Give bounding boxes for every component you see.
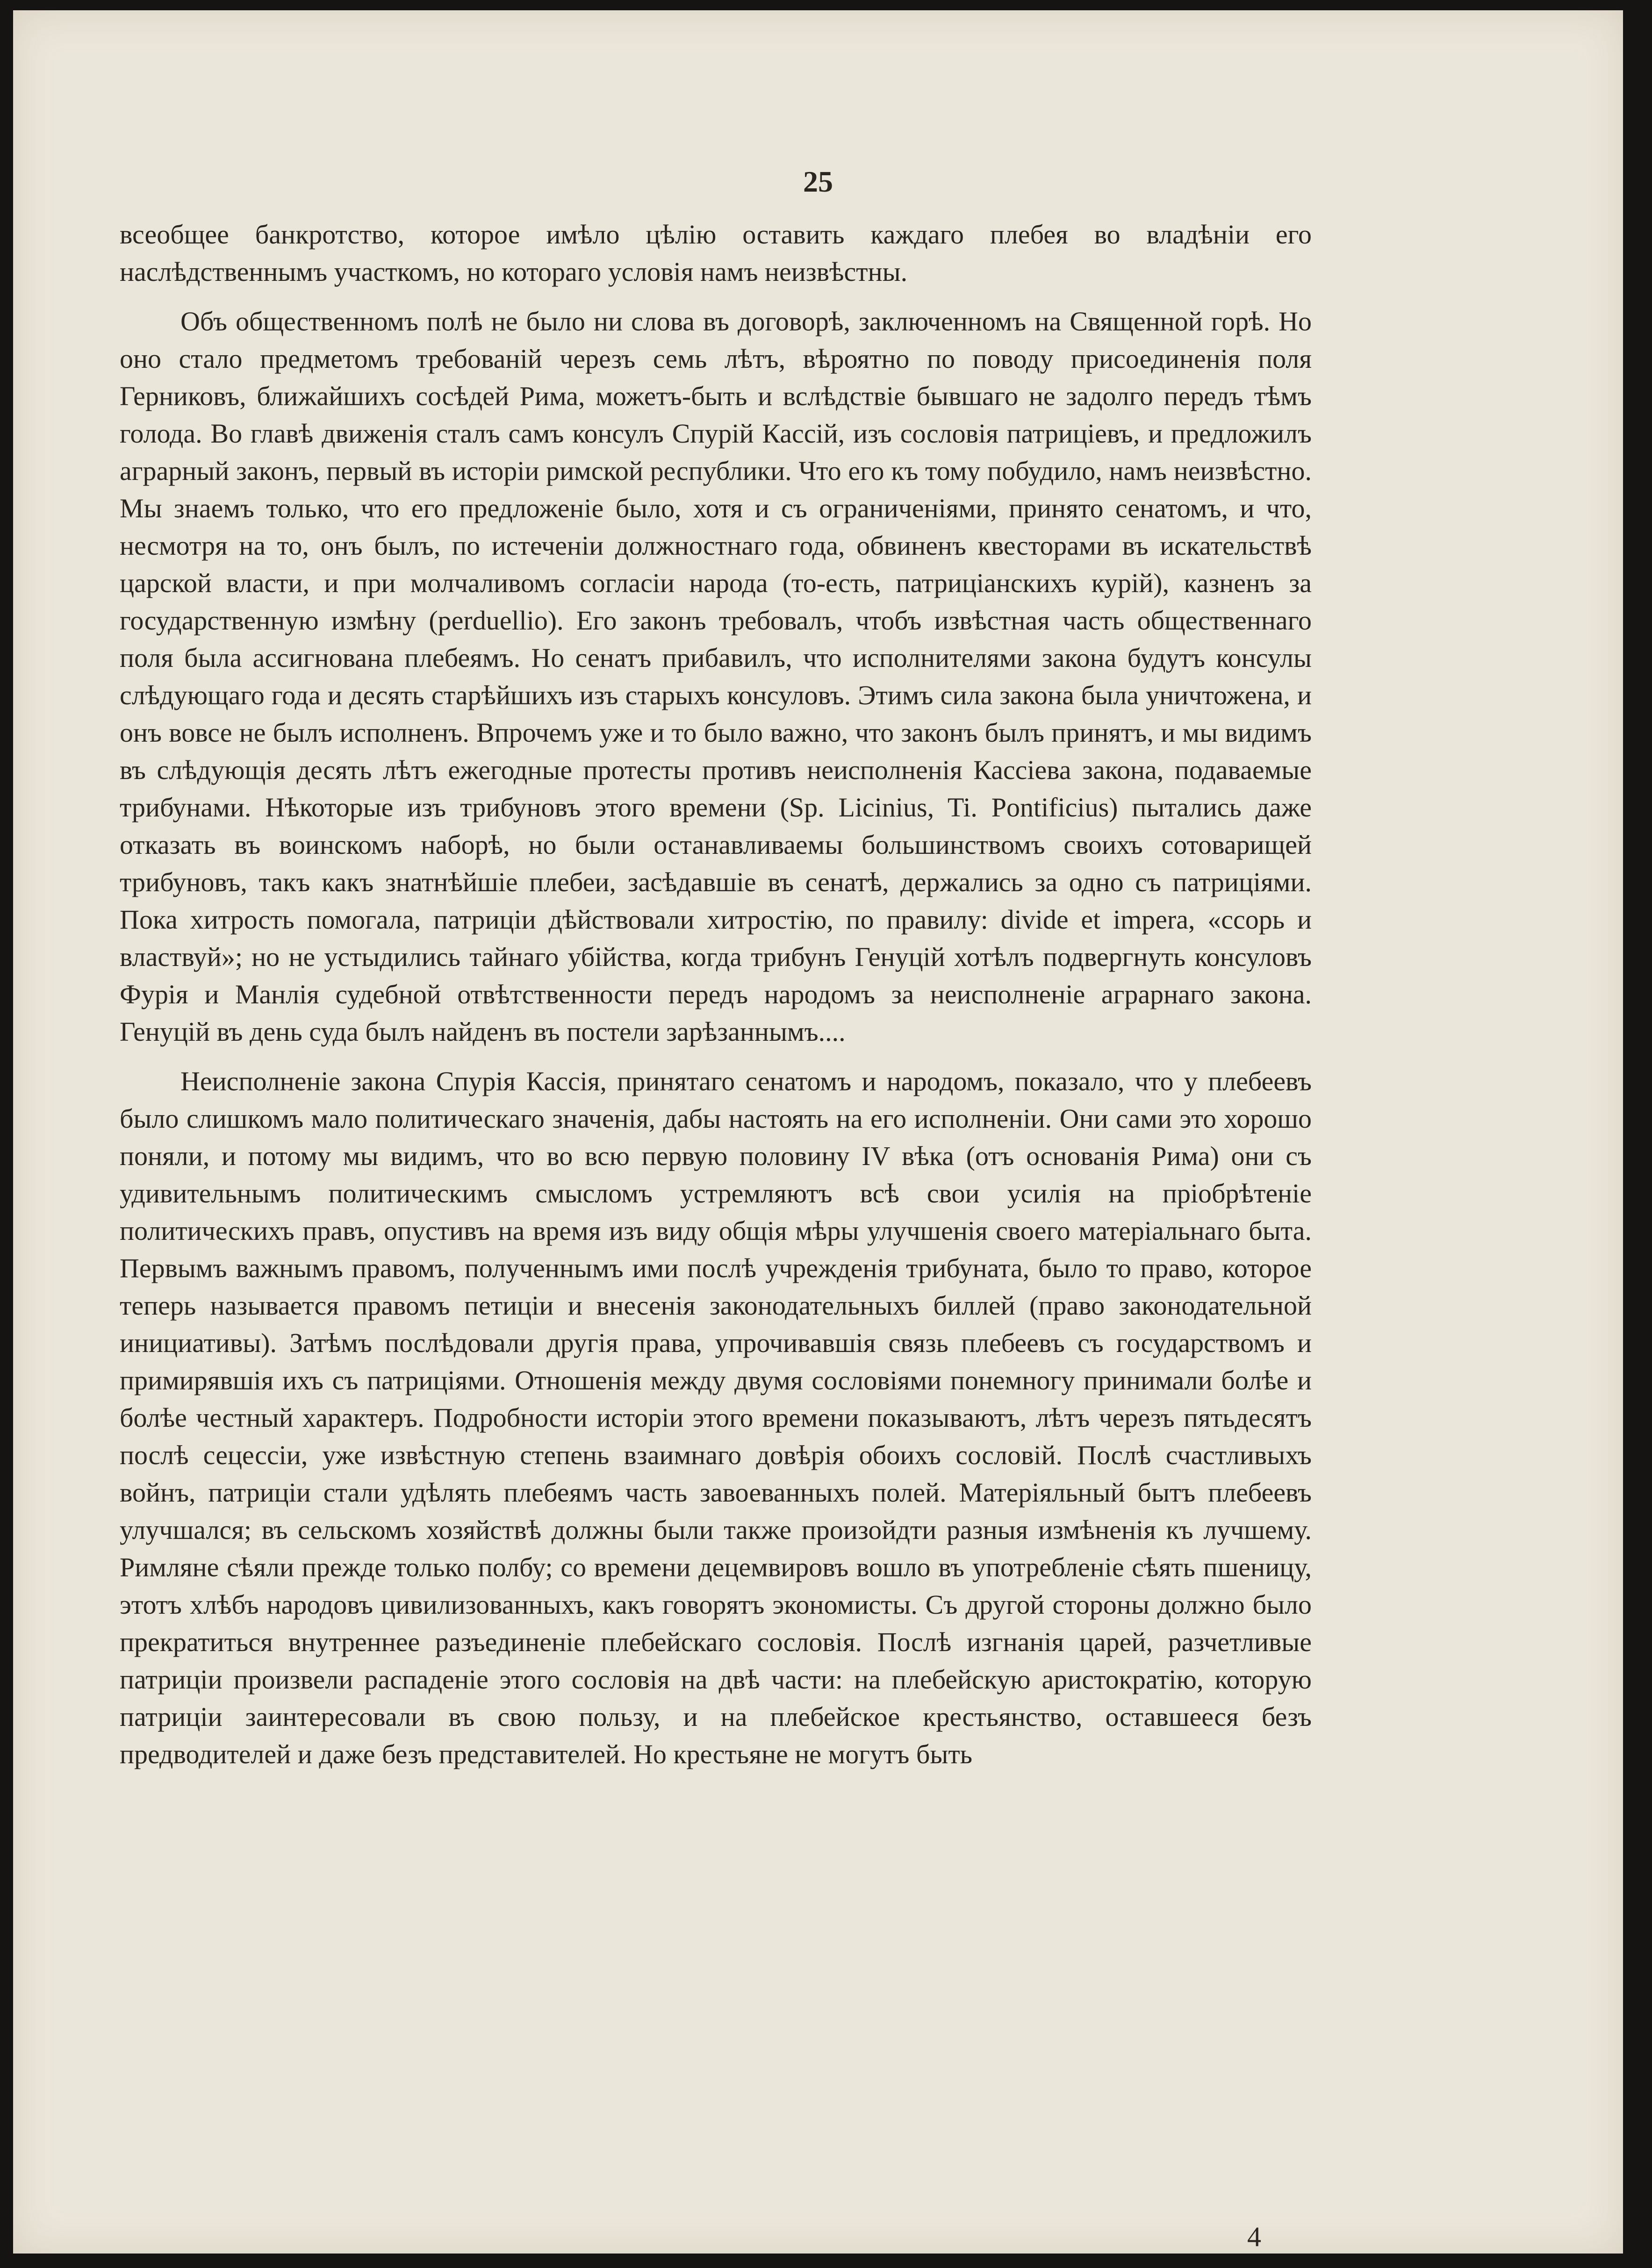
paragraph-1: всеобщее банкротство, которое имѣло цѣлію оставить каждаго плебея во владѣніи его наслѣдственнымъ участкомъ, но котораго условія намъ неизвѣстны. [120, 219, 1312, 287]
paragraph-2: Объ общественномъ полѣ не было ни слова въ договорѣ, заключенномъ на Священной горѣ. Но оно стало предметомъ требованій черезъ семь лѣтъ, вѣроятно по поводу присоединенія поля Герниковъ, ближайшихъ сосѣдей Рима, можетъ-быть и вслѣдствіе бывшаго не задолго передъ тѣмъ голода. Во главѣ движенія сталъ самъ консулъ Спурій Кассій, изъ сословія патриціевъ, и предложилъ аграрный законъ, первый въ исторіи римской республики. Что его къ тому побудило, намъ неизвѣстно. Мы знаемъ только, что его предложеніе было, хотя и съ ограниченіями, принято сенатомъ, и что, несмотря на то, онъ былъ, по истеченіи должностнаго года, обвиненъ квесторами въ искательствѣ царской власти, и при молчаливомъ согласіи народа (то-есть, патриціанскихъ курій), казненъ за государственную измѣну (perduellio). Его законъ требовалъ, чтобъ извѣстная часть общественнаго поля была ассигнована плебеямъ. Но сенатъ прибавилъ, что исполнителями закона будутъ консулы слѣдующаго года и десять старѣйшихъ изъ старыхъ консуловъ. Этимъ сила закона была уничтожена, и онъ вовсе не былъ исполненъ. Впрочемъ уже и то было важно, что законъ былъ принятъ, и мы видимъ въ слѣдующія десять лѣтъ ежегодные протесты противъ неисполненія Кассіева закона, подаваемые трибунами. Нѣкоторые изъ трибуновъ этого времени (Sp. Licinius, Ti. Pontificius) пытались даже отказать въ воинскомъ наборѣ, но были останавливаемы большинствомъ своихъ сотоварищей трибуновъ, такъ какъ знатнѣйшіе плебеи, засѣдавшіе въ сенатѣ, держались за одно съ патриціями. Пока хитрость помогала, патриціи дѣйствовали хитростію, по правилу: divide et impera, «ссорь и властвуй»; но не устыдились тайнаго убійства, когда трибунъ Генуцій хотѣлъ подвергнуть консуловъ Фурія и Манлія судебной отвѣтственности передъ народомъ за неисполненіе аграрнаго закона. Генуцій въ день суда былъ найденъ въ постели зарѣзаннымъ.... [120, 306, 1312, 1047]
book-page [13, 10, 1623, 2254]
page-number: 25 [803, 165, 833, 198]
body-text [120, 216, 1312, 1785]
paragraph-3: Неисполненіе закона Спурія Кассія, принятаго сенатомъ и народомъ, показало, что у плебеевъ было слишкомъ мало политическаго значенія, дабы настоять на его исполненіи. Они сами это хорошо поняли, и потому мы видимъ, что во всю первую половину IV вѣка (отъ основанія Рима) они съ удивительнымъ политическимъ смысломъ устремляютъ всѣ свои усилія на пріобрѣтеніе политическихъ правъ, опустивъ на время изъ виду общія мѣры улучшенія своего матеріальнаго быта. Первымъ важнымъ правомъ, полученнымъ ими послѣ учрежденія трибуната, было то право, которое теперь называется правомъ петиціи и внесенія законодательныхъ биллей (право законодательной инициативы). Затѣмъ послѣдовали другія права, упрочивавшія связь плебеевъ съ государствомъ и примирявшія ихъ съ патриціями. Отношенія между двумя сословіями понемногу принимали болѣе и болѣе честный характеръ. Подробности исторіи этого времени показываютъ, лѣтъ черезъ пятьдесятъ послѣ сецессіи, уже извѣстную степень взаимнаго довѣрія обоихъ сословій. Послѣ счастливыхъ войнъ, патриціи стали удѣлять плебеямъ часть завоеванныхъ полей. Матеріяльный бытъ плебеевъ улучшался; въ сельскомъ хозяйствѣ должны были также произойдти разныя измѣненія къ лучшему. Римляне сѣяли прежде только полбу; со времени децемвировъ вошло въ употребленіе сѣять пшеницу, этотъ хлѣбъ народовъ цивилизованныхъ, какъ говорятъ экономисты. Съ другой стороны должно было прекратиться внутреннее разъединеніе плебейскаго сословія. Послѣ изгнанія царей, разчетливые патриціи произвели распаденіе этого сословія на двѣ части: на плебейскую аристократію, которую патриціи заинтересовали въ свою пользу, и на плебейское крестьянство, оставшееся безъ предводителей и даже безъ представителей. Но крестьяне не могутъ быть [120, 1066, 1312, 1769]
sheet-signature-number: 4 [1247, 2221, 1261, 2252]
